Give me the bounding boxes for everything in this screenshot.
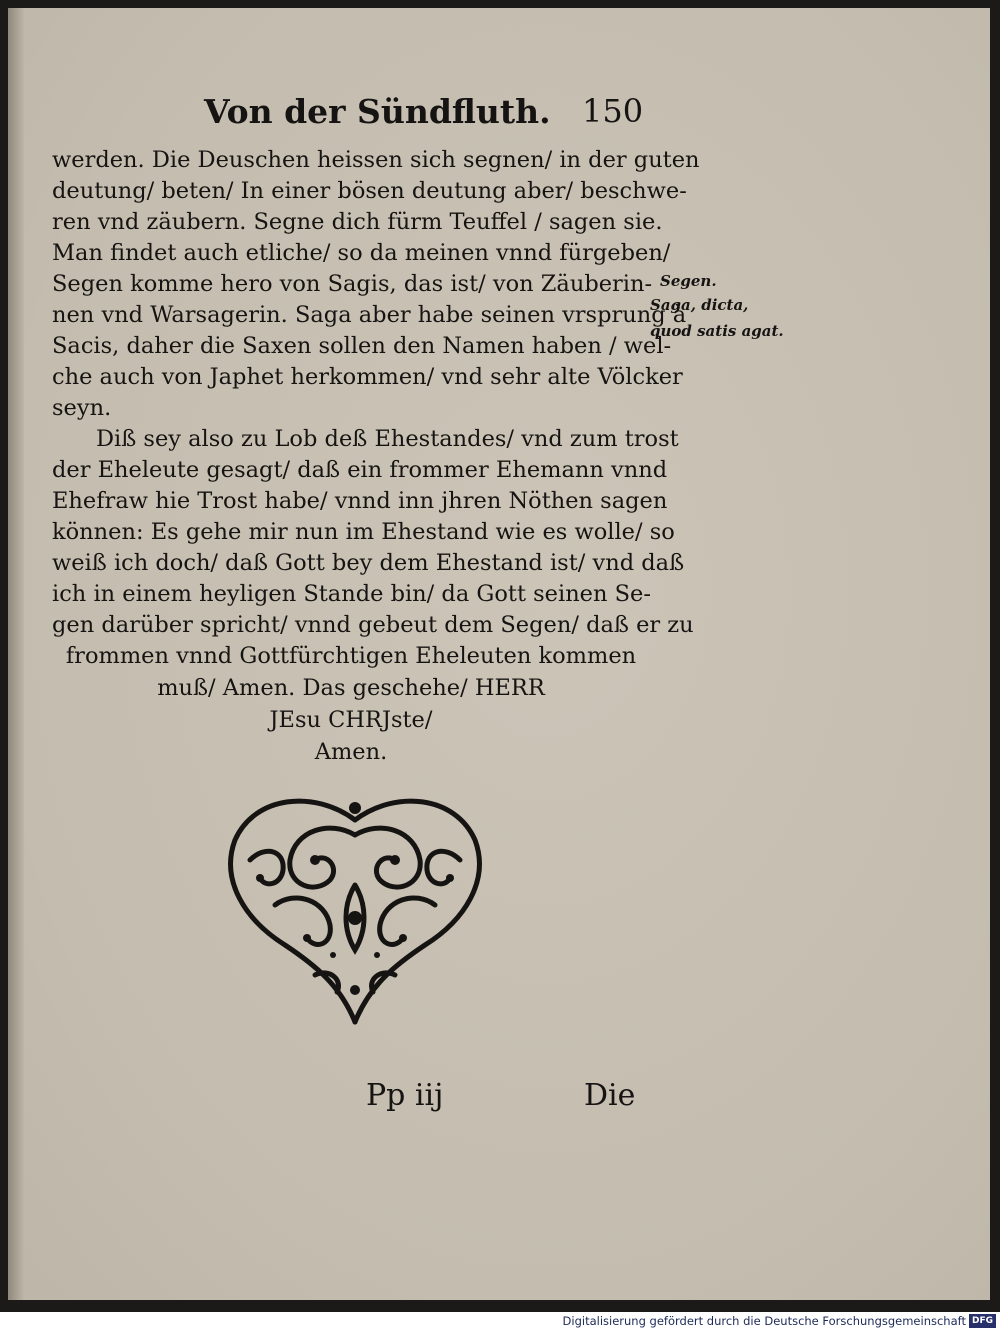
paragraph-start-line: Diß sey also zu Lob deß Ehestandes/ vnd zum trost [96,426,679,452]
signature-mark: Pp iij [366,1078,444,1113]
closing-line: muß/ Amen. Das geschehe/ HERR [157,675,545,701]
body-line: seyn. [52,395,112,421]
body-line: weiß ich doch/ daß Gott bey dem Ehestand ist/ vnd daß [52,550,685,576]
running-head-title: Von der Sündfluth. [204,92,551,131]
footer-bar [0,1312,1000,1331]
body-line: ich in einem heyligen Stande bin/ da Gott seinen Se- [52,581,651,607]
page-gutter-shadow [8,8,24,1300]
funding-credit: Digitalisierung gefördert durch die Deutsche Forschungsgemeinschaft [562,1314,966,1328]
marginal-note: quod satis agat. [650,322,784,340]
body-line: Ehefraw hie Trost habe/ vnnd inn jhren Nöthen sagen [52,488,668,514]
body-line: werden. Die Deuschen heissen sich segnen/ in der guten [52,147,700,173]
page-number: 150 [582,92,644,130]
marginal-note: Saga, dicta, [650,296,749,314]
body-line: ren vnd zäubern. Segne dich fürm Teuffel / sagen sie. [52,209,663,235]
body-line: Man findet auch etliche/ so da meinen vnnd fürgeben/ [52,240,671,266]
body-line: können: Es gehe mir nun im Ehestand wie es wolle/ so [52,519,675,545]
closing-line: JEsu CHRJste/ [269,707,433,733]
marginal-note: Segen. [660,272,717,290]
body-line: Sacis, daher die Saxen sollen den Namen haben / wel- [52,333,672,359]
catchword: Die [584,1078,636,1113]
body-line: gen darüber spricht/ vnnd gebeut dem Segen/ daß er zu [52,612,694,638]
body-line: che auch von Japhet herkommen/ vnd sehr alte Völcker [52,364,683,390]
body-line: nen vnd Warsagerin. Saga aber habe seinen vrsprung à [52,302,687,328]
ornament-icon [215,790,495,1030]
body-line: deutung/ beten/ In einer bösen deutung aber/ beschwe- [52,178,687,204]
closing-line: Amen. [314,739,388,765]
closing-line: frommen vnnd Gottfürchtigen Eheleuten kommen [65,643,637,669]
body-line: der Eheleute gesagt/ daß ein frommer Ehemann vnnd [52,457,668,483]
body-line: Segen komme hero von Sagis, das ist/ von Zäuberin- [52,271,653,297]
dfg-logo: DFG [969,1314,996,1328]
